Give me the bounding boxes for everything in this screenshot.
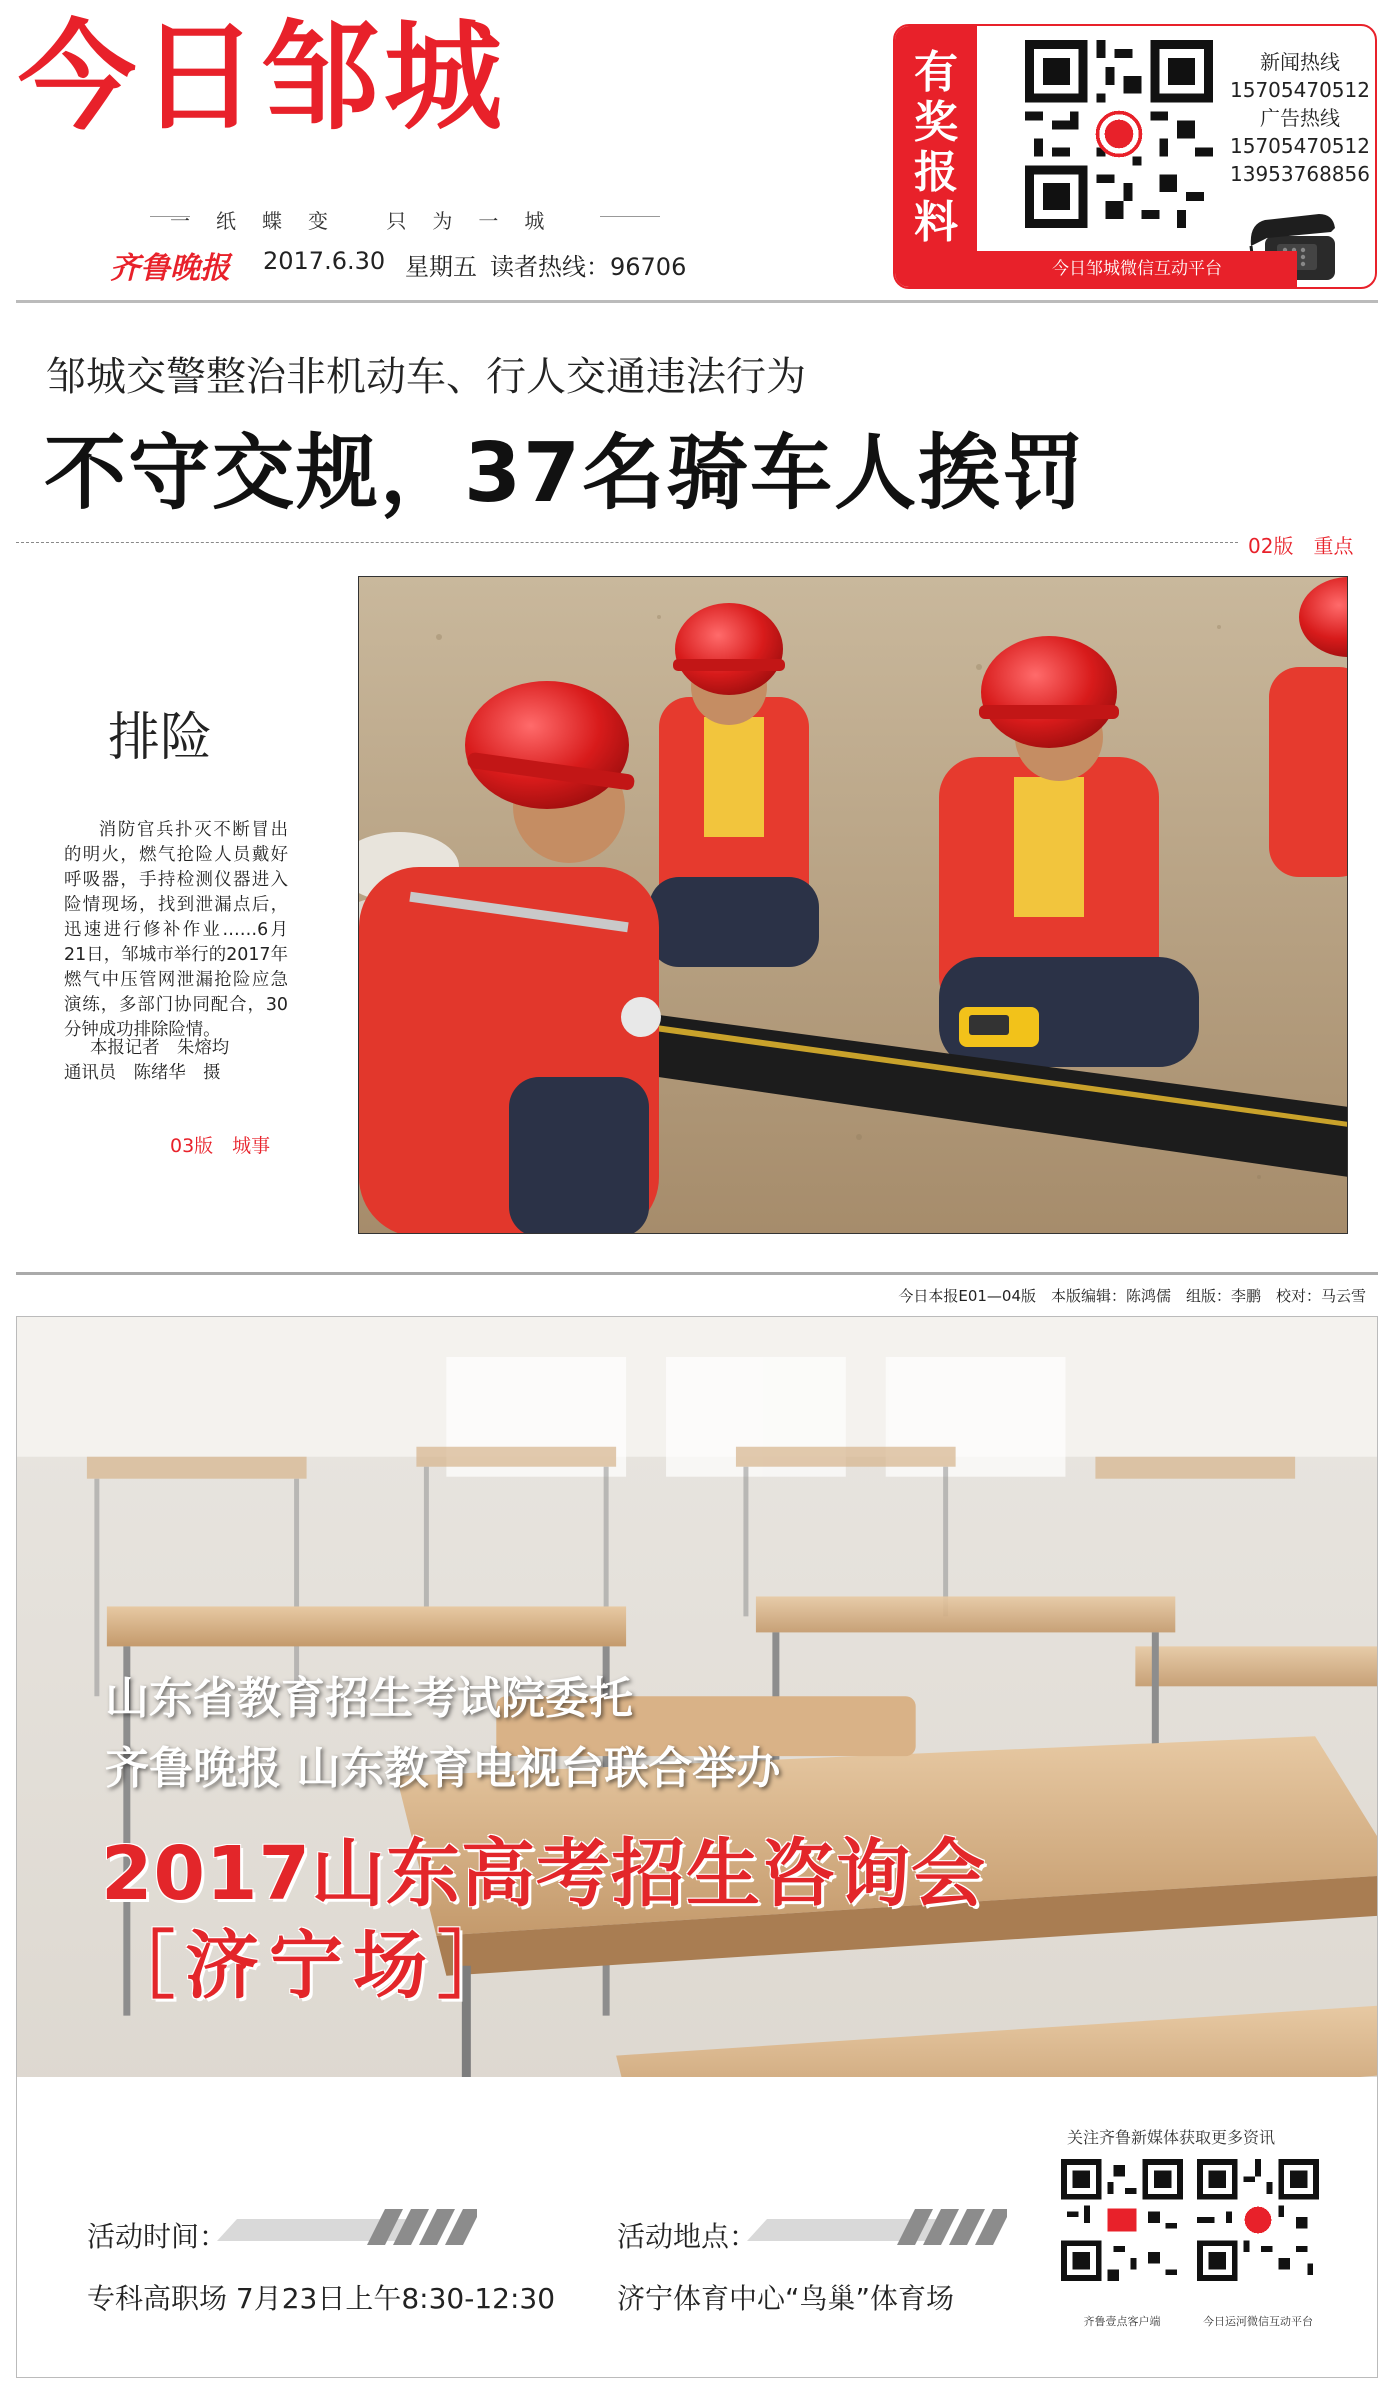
photo-story-page-ref[interactable]: 03版 城事 (170, 1135, 271, 1157)
traffic-story-headline[interactable]: 不守交规，37名骑车人挨罚 (44, 426, 1087, 521)
traffic-story-page-ref[interactable]: 02版 重点 (1248, 534, 1354, 558)
ad-place-label: 活动地点： (617, 2220, 758, 2253)
ad-host-line: 齐鲁晚报 山东教育电视台联合举办 (105, 1743, 781, 1794)
wechat-qr-code-icon[interactable] (1197, 2159, 1319, 2281)
hotline-ad-label: 广告热线 (1260, 106, 1340, 130)
slogan-rule-right (600, 216, 660, 217)
stripes-decoration-2 (747, 2205, 1007, 2247)
ad-info-panel (17, 2077, 1378, 2378)
hotline-ad-number-2: 13953768856 (1230, 162, 1370, 186)
hotline-list (1225, 48, 1375, 188)
issue-date: 2017.6.30 (263, 247, 386, 275)
editorial-credits: 今日本报E01—04版 本版编辑：陈鸿儒 组版：李鹏 校对：马云雪 (898, 1287, 1366, 1305)
masthead-title: 今日邹城 (18, 8, 507, 146)
hotline-news-label: 新闻热线 (1260, 50, 1340, 74)
news-tip-box (893, 24, 1377, 289)
news-tip-tab (895, 26, 977, 287)
ad-time-value: 专科高职场 7月23日上午8:30-12:30 (87, 2282, 556, 2315)
gas-repair-photo (358, 576, 1348, 1234)
hotline-news-number: 15705470512 (1230, 78, 1370, 102)
news-tip-label: 有奖报料 (914, 47, 958, 248)
ad-place-value: 济宁体育中心“鸟巢”体育场 (617, 2282, 955, 2315)
dashed-divider (16, 542, 1238, 543)
gas-repair-illustration (359, 577, 1348, 1234)
section-divider (16, 300, 1378, 303)
photo-story-title: 排险 (108, 708, 213, 768)
stripes-decoration-1 (217, 2205, 477, 2247)
ad-organizer-line: 山东省教育招生考试院委托 (105, 1673, 633, 1724)
admission-fair-ad[interactable] (16, 1316, 1378, 2378)
news-tip-caption: 今日邹城微信互动平台 (977, 251, 1297, 287)
reader-hotline: 读者热线：96706 (490, 253, 687, 281)
ad-title: 2017山东高考招生咨询会 (101, 1831, 986, 1917)
qr-code-icon[interactable] (1025, 40, 1213, 228)
section-divider-2 (16, 1272, 1378, 1275)
photo-story-body: 消防官兵扑灭不断冒出的明火，燃气抢险人员戴好呼吸器，手持检测仪器进入险情现场，找到泄漏点后，迅速进行修补作业……6月21日，邹城市举行的2017年燃气中压管网泄漏抢险应急演练，多部门协同配合，30分钟成功排除险情。 (64, 820, 288, 1040)
brand-logo: 齐鲁晚报 (110, 251, 230, 286)
traffic-story-kicker: 邹城交警整治非机动车、行人交通违法行为 (46, 354, 806, 400)
app-qr-caption: 齐鲁壹点客户端 (1083, 2315, 1161, 2328)
follow-caption: 关注齐鲁新媒体获取更多资讯 (1067, 2128, 1276, 2147)
masthead-slogan: 一纸蝶变 只为一城 (170, 209, 571, 233)
wechat-qr-caption: 今日运河微信互动平台 (1203, 2315, 1313, 2328)
ad-venue-tag: ［济宁场］ (101, 1923, 521, 2009)
hotline-ad-number-1: 15705470512 (1230, 134, 1370, 158)
app-qr-code-icon[interactable] (1061, 2159, 1183, 2281)
ad-time-label: 活动时间： (87, 2220, 228, 2253)
photo-story-correspondent: 通讯员 陈绪华 摄 (64, 1063, 221, 1083)
photo-story-reporter: 本报记者 朱熔均 (90, 1038, 230, 1058)
issue-weekday: 星期五 (405, 253, 477, 281)
